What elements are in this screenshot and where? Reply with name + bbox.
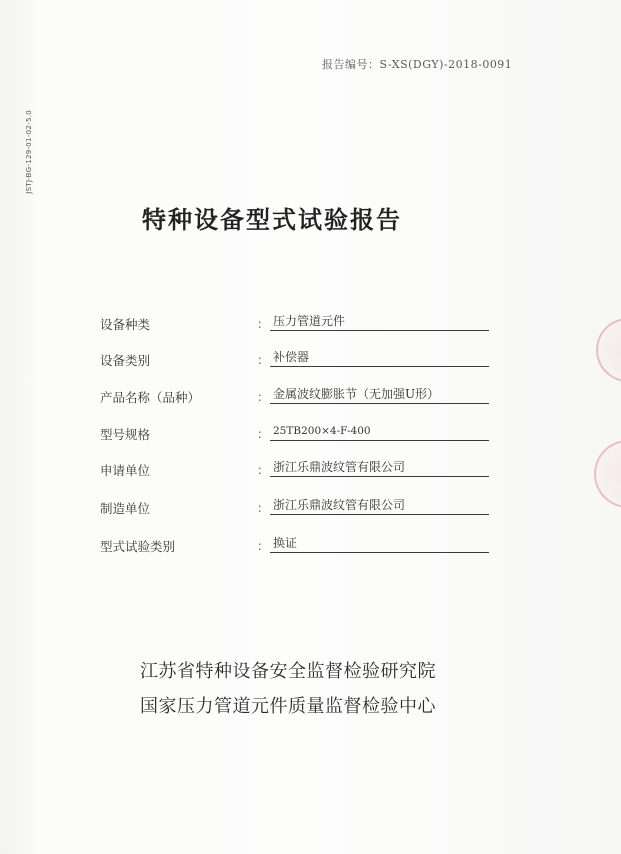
- field-equipment-category: [100, 349, 495, 369]
- field-test-category: [100, 535, 495, 555]
- field-product-name: [100, 386, 495, 406]
- field-colon: ：: [257, 317, 270, 331]
- form-code: JSTJ-BG-129-01-02-5.0: [25, 110, 33, 194]
- field-colon: ：: [257, 501, 270, 515]
- field-colon: ：: [257, 539, 270, 553]
- field-applicant: [100, 459, 495, 479]
- field-label: 申请单位: [100, 463, 151, 478]
- field-label: 型式试验类别: [100, 539, 176, 554]
- field-value: 换证: [270, 535, 489, 553]
- field-value: 金属波纹膨胀节（无加强U形）: [270, 386, 489, 404]
- field-equipment-type: [100, 313, 495, 333]
- institute-name-secondary: 国家压力管道元件质量监督检验中心: [140, 696, 436, 717]
- report-title: 特种设备型式试验报告: [142, 205, 402, 234]
- field-model-spec: [100, 423, 495, 443]
- field-colon: ：: [257, 390, 270, 404]
- field-value: 补偿器: [270, 349, 489, 367]
- field-colon: ：: [257, 463, 270, 477]
- seal-stamp-upper: [596, 318, 621, 382]
- institute-name-primary: 江苏省特种设备安全监督检验研究院: [140, 661, 436, 682]
- field-colon: ：: [257, 353, 270, 367]
- field-label: 制造单位: [100, 501, 151, 516]
- field-label: 型号规格: [100, 427, 151, 442]
- seal-stamp-lower: [594, 440, 621, 508]
- field-colon: ：: [257, 427, 270, 441]
- field-manufacturer: [100, 497, 495, 517]
- field-value: 压力管道元件: [270, 313, 489, 331]
- field-label: 产品名称（品种）: [100, 390, 201, 405]
- field-label: 设备类别: [100, 353, 151, 368]
- field-label: 设备种类: [100, 317, 151, 332]
- report-number: 报告编号：S-XS(DGY)-2018-0091: [322, 58, 513, 71]
- field-value: 25TB200×4-F-400: [270, 423, 489, 441]
- field-value: 浙江乐鼎波纹管有限公司: [270, 459, 489, 477]
- field-value: 浙江乐鼎波纹管有限公司: [270, 497, 489, 515]
